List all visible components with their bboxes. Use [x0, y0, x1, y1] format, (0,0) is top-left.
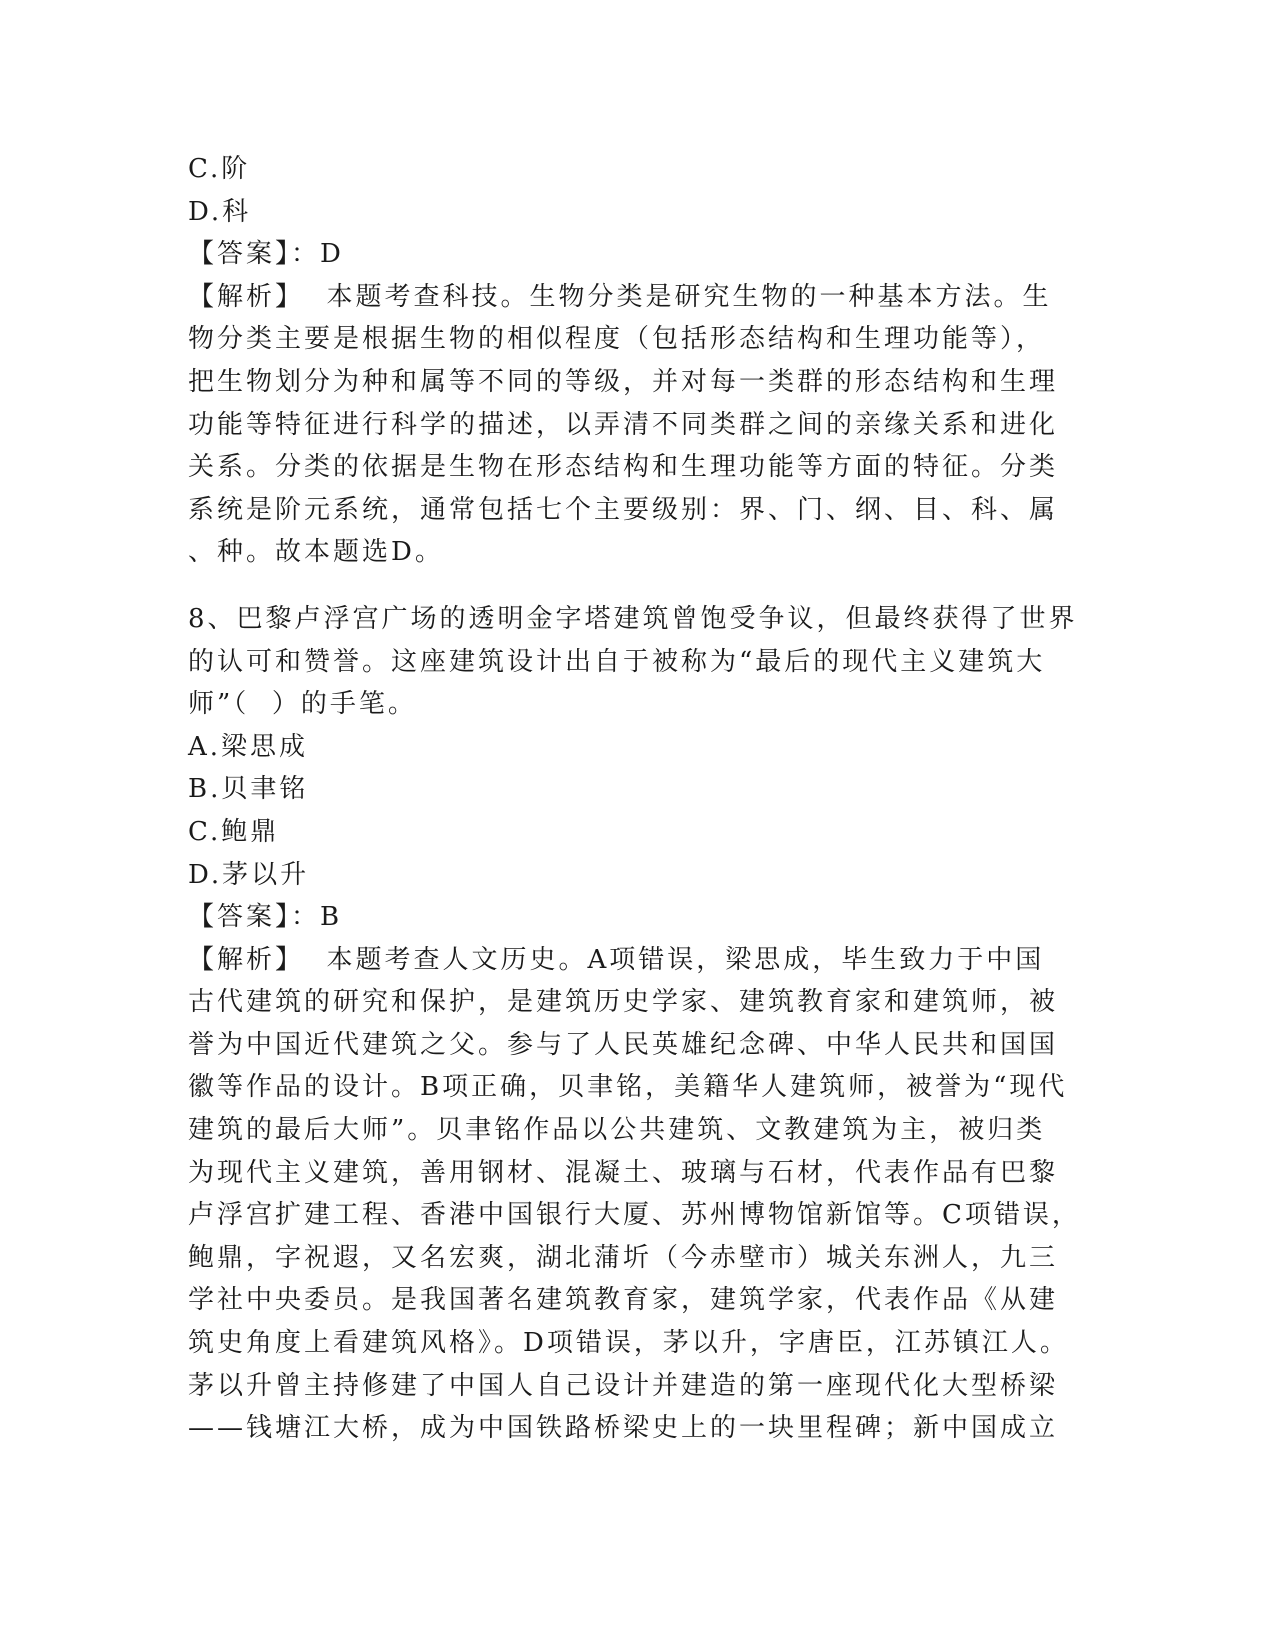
- answer-line: 【答案】：D: [188, 239, 344, 270]
- stem-line: 8、巴黎卢浮宫广场的透明金字塔建筑曾饱受争议，但最终获得了世界: [188, 603, 1078, 634]
- analysis-block: [188, 939, 1088, 1450]
- analysis-line: ——钱塘江大桥，成为中国铁路桥梁史上的一块里程碑；新中国成立: [188, 1413, 1059, 1444]
- analysis-line: 学社中央委员。是我国著名建筑教育家，建筑学家，代表作品《从建: [188, 1285, 1059, 1316]
- analysis-line: 茅以升曾主持修建了中国人自己设计并建造的第一座现代化大型桥梁: [188, 1370, 1059, 1401]
- analysis-line: 系统是阶元系统，通常包括七个主要级别：界、门、纲、目、科、属: [188, 494, 1059, 525]
- analysis-line: 筑史角度上看建筑风格》。D项错误，茅以升，字唐臣，江苏镇江人。: [188, 1328, 1069, 1359]
- previous-question-tail: [188, 148, 1088, 574]
- question-8: [188, 598, 1088, 1450]
- option-c: C.阶: [188, 154, 251, 184]
- option-c: C.鲍鼎: [188, 816, 280, 847]
- analysis-line: 物分类主要是根据生物的相似程度（包括形态结构和生理功能等），: [188, 324, 1046, 355]
- analysis-line: 古代建筑的研究和保护，是建筑历史学家、建筑教育家和建筑师，被: [188, 987, 1059, 1018]
- option-d: D.科: [188, 196, 252, 227]
- analysis-line: 【解析】 本题考查人文历史。A项错误，梁思成，毕生致力于中国: [188, 944, 1045, 975]
- question-stem: [188, 598, 1088, 726]
- analysis-block: [188, 276, 1088, 574]
- answer-line: 【答案】：B: [188, 902, 343, 933]
- stem-line: 的认可和赞誉。这座建筑设计出自于被称为“最后的现代主义建筑大: [188, 646, 1046, 677]
- option-b: B.贝聿铭: [188, 774, 309, 805]
- analysis-line: 功能等特征进行科学的描述，以弄清不同类群之间的亲缘关系和进化: [188, 409, 1059, 440]
- analysis-line: 把生物划分为种和属等不同的等级，并对每一类群的形态结构和生理: [188, 366, 1059, 397]
- analysis-line: 建筑的最后大师”。贝聿铭作品以公共建筑、文教建筑为主，被归类: [188, 1115, 1046, 1146]
- analysis-line: 鲍鼎，字祝遐，又名宏爽，湖北蒲圻（今赤壁市）城关东洲人，九三: [188, 1242, 1059, 1273]
- analysis-line: 关系。分类的依据是生物在形态结构和生理功能等方面的特征。分类: [188, 452, 1059, 483]
- document-page: [188, 148, 1088, 1450]
- stem-line: 师”（ ）的手笔。: [188, 689, 417, 720]
- analysis-line: 为现代主义建筑，善用钢材、混凝土、玻璃与石材，代表作品有巴黎: [188, 1157, 1059, 1188]
- analysis-line: 徽等作品的设计。B项正确，贝聿铭，美籍华人建筑师，被誉为“现代: [188, 1072, 1068, 1103]
- analysis-line: 、种。故本题选D。: [188, 537, 444, 568]
- option-a: A.梁思成: [188, 731, 309, 762]
- analysis-line: 誉为中国近代建筑之父。参与了人民英雄纪念碑、中华人民共和国国: [188, 1029, 1059, 1060]
- analysis-line: 卢浮宫扩建工程、香港中国银行大厦、苏州博物馆新馆等。C项错误，: [188, 1200, 1081, 1231]
- analysis-line: 【解析】 本题考查科技。生物分类是研究生物的一种基本方法。生: [188, 281, 1052, 312]
- option-d: D.茅以升: [188, 859, 310, 890]
- question-separator: [188, 574, 1088, 598]
